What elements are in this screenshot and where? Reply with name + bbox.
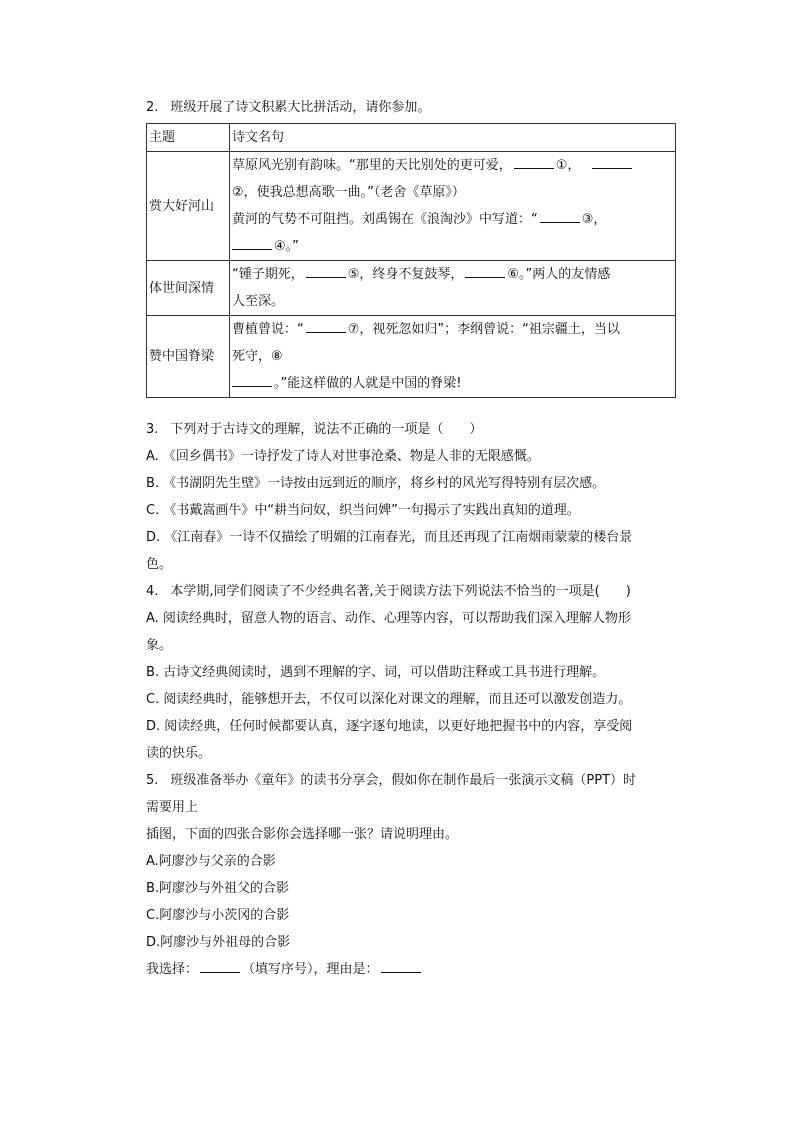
q5-option-c[interactable]: C.阿廖沙与小茨冈的合影 [146, 908, 290, 923]
text-segment: 黄河的气势不可阻挡。刘禹锡在《浪淘沙》中写道：“ [232, 212, 538, 227]
q4-stem-line [146, 578, 676, 605]
text-segment: ②，使我总想高歌一曲。”（老舍《草原》） [232, 185, 465, 200]
poetry-table [146, 123, 676, 398]
q5-number: 5. [146, 773, 159, 788]
q5-option-a[interactable]: A.阿廖沙与父亲的合影 [146, 854, 276, 869]
text-segment: 人至深。 [232, 294, 285, 309]
q2-number: 2. [146, 100, 159, 115]
fill-blank-8[interactable] [232, 372, 272, 387]
q2-stem: 班级开展了诗文积累大比拼活动，请你参加。 [170, 100, 431, 115]
header-lines: 诗文名句 [230, 124, 676, 152]
q4-option-c[interactable]: C. 阅读经典时，能够想开去，不仅可以深化对课文的理解，而且还可以激发创造力。 [146, 692, 632, 707]
q5-answer-line [146, 956, 676, 983]
cell-line [232, 233, 673, 260]
q4-option-b[interactable]: B. 古诗文经典阅读时，遇到不理解的字、词，可以借助注释或工具书进行理解。 [146, 665, 606, 680]
q3-number: 3. [146, 422, 159, 437]
q4-option-d-cont: 读的快乐。 [146, 746, 212, 761]
q4-stem: 本学期,同学们阅读了不少经典名著,关于阅读方法下列说法不恰当的一项是( ) [170, 584, 631, 599]
q5-stem-1: 班级准备举办《童年》的读书分享会，假如你在制作最后一张演示文稿（PPT）时 [170, 773, 637, 788]
q3-option-b[interactable]: B. 《书湖阴先生壁》一诗按由远到近的顺序，将乡村的风光写得特别有层次感。 [146, 476, 606, 491]
answer-reason-blank[interactable] [381, 958, 421, 973]
table-header-row [147, 124, 676, 152]
row-theme: 赏大好河山 [147, 152, 230, 261]
table-row [147, 316, 676, 398]
q4-option-a-cont: 象。 [146, 638, 173, 653]
q5-option-d[interactable]: D.阿廖沙与外祖母的合影 [146, 935, 291, 950]
exam-page [146, 94, 676, 983]
cell-line [232, 370, 673, 397]
q4-number: 4. [146, 584, 159, 599]
fill-blank-3[interactable] [540, 208, 580, 223]
fill-blank-1[interactable] [514, 154, 554, 169]
fill-blank-5[interactable] [306, 263, 346, 278]
row-theme: 赞中国脊梁 [147, 316, 230, 398]
text-segment: 曹植曾说：“ [232, 322, 304, 337]
q4-option-d[interactable]: D. 阅读经典，任何时候都要认真，逐字逐句地读，以更好地把握书中的内容，享受阅 [146, 719, 633, 734]
cell-line [232, 316, 673, 343]
q5-option-b[interactable]: B.阿廖沙与外祖父的合影 [146, 881, 290, 896]
cell-line [232, 152, 673, 179]
row-content [230, 261, 676, 316]
text-segment: 。”能这样做的人就是中国的脊梁! [274, 376, 462, 391]
text-segment: ⑤，终身不复鼓琴， [347, 267, 464, 282]
fill-blank-2a[interactable] [592, 154, 632, 169]
text-segment: ①， [555, 158, 581, 173]
text-segment: ④。” [274, 239, 299, 254]
cell-line [232, 261, 673, 288]
answer-choice-blank[interactable] [200, 958, 240, 973]
table-row [147, 261, 676, 316]
q3-option-a[interactable]: A. 《回乡偶书》一诗抒发了诗人对世事沧桑、物是人非的无限感慨。 [146, 449, 540, 464]
row-content [230, 316, 676, 398]
q3-option-c[interactable]: C. 《书戴嵩画牛》中“耕当问奴，织当问婢”一句揭示了实践出真知的道理。 [146, 503, 580, 518]
q3-option-d-cont: 色。 [146, 557, 173, 572]
cell-line [232, 288, 673, 315]
answer-prefix: 我选择： [146, 962, 199, 977]
q5-stem-line [146, 767, 676, 794]
row-content [230, 152, 676, 261]
text-segment: ③， [581, 212, 607, 227]
text-segment: “锺子期死， [232, 267, 304, 282]
q3-stem: 下列对于古诗文的理解，说法不正确的一项是（ ） [170, 422, 483, 437]
row-theme: 体世间深情 [147, 261, 230, 316]
text-segment: ⑦，视死忽如归”；李纲曾说：“祖宗疆土，当以 [347, 322, 620, 337]
cell-line [232, 179, 673, 206]
text-segment: 草原风光别有韵味。“那里的天比别处的更可爱， [232, 158, 512, 173]
fill-blank-6[interactable] [465, 263, 505, 278]
cell-line [232, 206, 673, 233]
table-row [147, 152, 676, 261]
cell-line [232, 343, 673, 370]
q5-stem-2: 需要用上 [146, 800, 199, 815]
q2-stem-line [146, 94, 676, 121]
text-segment: ⑥。”两人的友情感 [507, 267, 611, 282]
q5-stem-3: 插图，下面的四张合影你会选择哪一张？请说明理由。 [146, 827, 459, 842]
text-segment: 死守，⑧ [232, 349, 283, 364]
header-theme: 主题 [147, 124, 230, 152]
q4-option-a[interactable]: A. 阅读经典时，留意人物的语言、动作、心理等内容，可以帮助我们深入理解人物形 [146, 611, 631, 626]
answer-middle: （填写序号），理由是： [242, 962, 379, 977]
fill-blank-7[interactable] [306, 318, 346, 333]
q3-stem-line [146, 416, 676, 443]
fill-blank-4[interactable] [232, 235, 272, 250]
q3-option-d[interactable]: D. 《江南春》一诗不仅描绘了明媚的江南春光，而且还再现了江南烟雨蒙蒙的楼台景 [146, 530, 633, 545]
